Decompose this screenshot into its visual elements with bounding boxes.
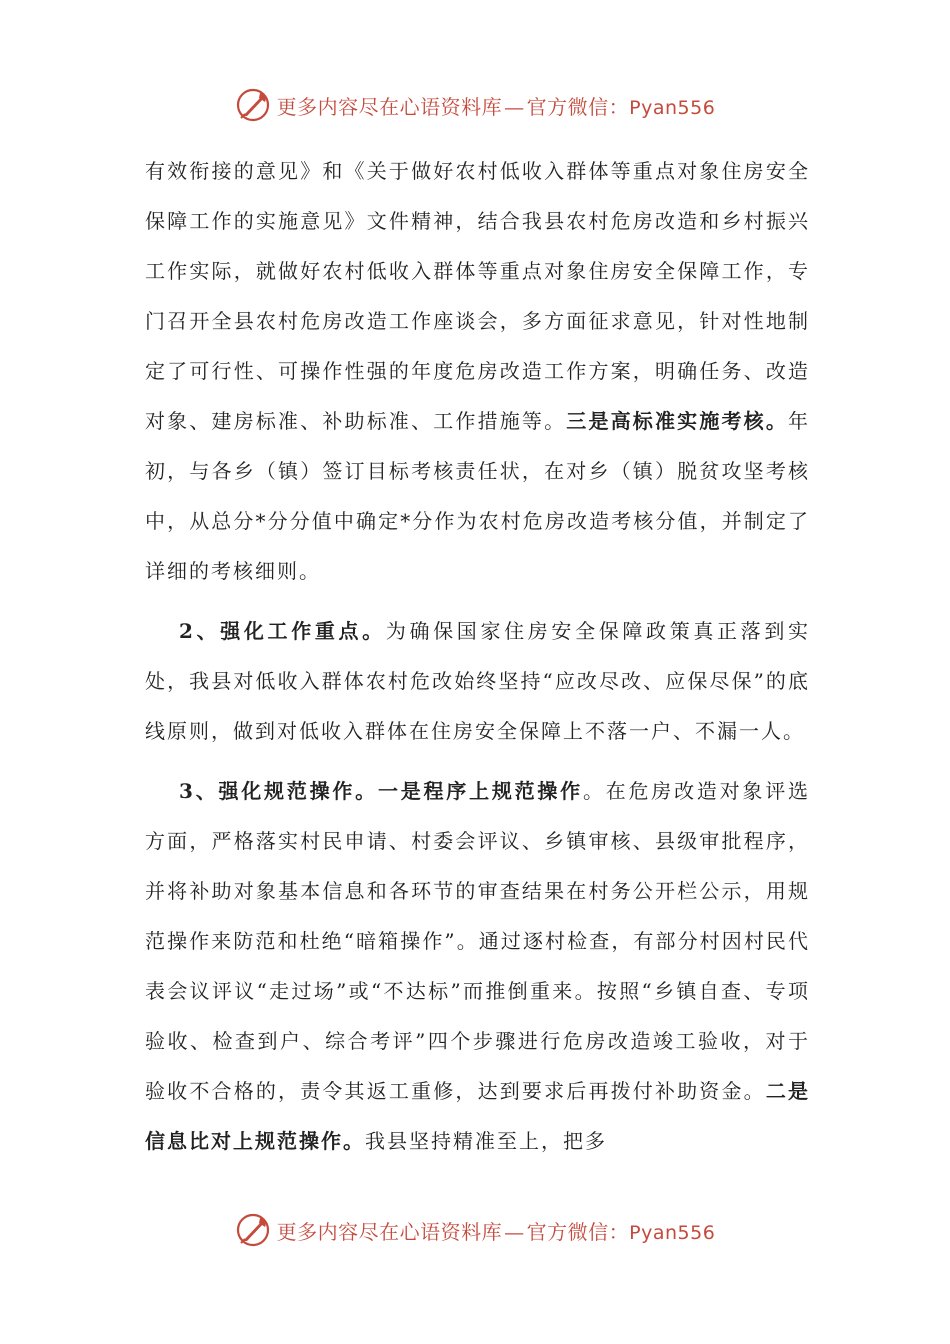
footer-banner-text: 更多内容尽在心语资料库 — 官方微信：Pyan556: [276, 1219, 716, 1244]
paragraph-3: 3、强化规范操作。一是程序上规范操作。在危房改造对象评选方面，严格落实村民申请、村委会评议、乡镇审核、县级审批程序，并将补助对象基本信息和各环节的审查结果在村务公开栏公示，用规范操作来防范和杜绝“暗箱操作”。通过逐村检查，有部分村因村民代表会议评议“走过场”或“不达标”而推倒重来。按照“乡镇自查、专项验收、检查到户、综合考评”四个步骤进行危房改造竣工验收，对于验收不合格的，责令其返工重修，达到要求后再拨付补助资金。二是信息比对上规范操作。我县坚持精准至上，把多: [145, 779, 811, 1153]
paragraph-2: 2、强化工作重点。为确保国家住房安全保障政策真正落到实处，我县对低收入群体农村危改始终坚持“应改尽改、应保尽保”的底线原则，做到对低收入群体在住房安全保障上不落一户、不漏一人。: [145, 619, 810, 743]
header-banner: [0, 80, 950, 130]
footer-banner: [0, 1205, 950, 1255]
quill-logo-icon: [235, 87, 271, 123]
header-banner-text: 更多内容尽在心语资料库 — 官方微信：Pyan556: [276, 94, 716, 119]
paragraph-1: 有效衔接的意见》和《关于做好农村低收入群体等重点对象住房安全保障工作的实施意见》文件精神，结合我县农村危房改造和乡村振兴工作实际，就做好农村低收入群体等重点对象住房安全保障工作，专门召开全县农村危房改造工作座谈会，多方面征求意见，针对性地制定了可行性、可操作性强的年度危房改造工作方案，明确任务、改造对象、建房标准、补助标准、工作措施等。三是高标准实施考核。年初，与各乡（镇）签订目标考核责任状，在对乡（镇）脱贫攻坚考核中，从总分*分分值中确定*分作为农村危房改造考核分值，并制定了详细的考核细则。: [145, 159, 811, 583]
document-body: [145, 146, 810, 1166]
quill-logo-icon: [235, 1212, 271, 1248]
